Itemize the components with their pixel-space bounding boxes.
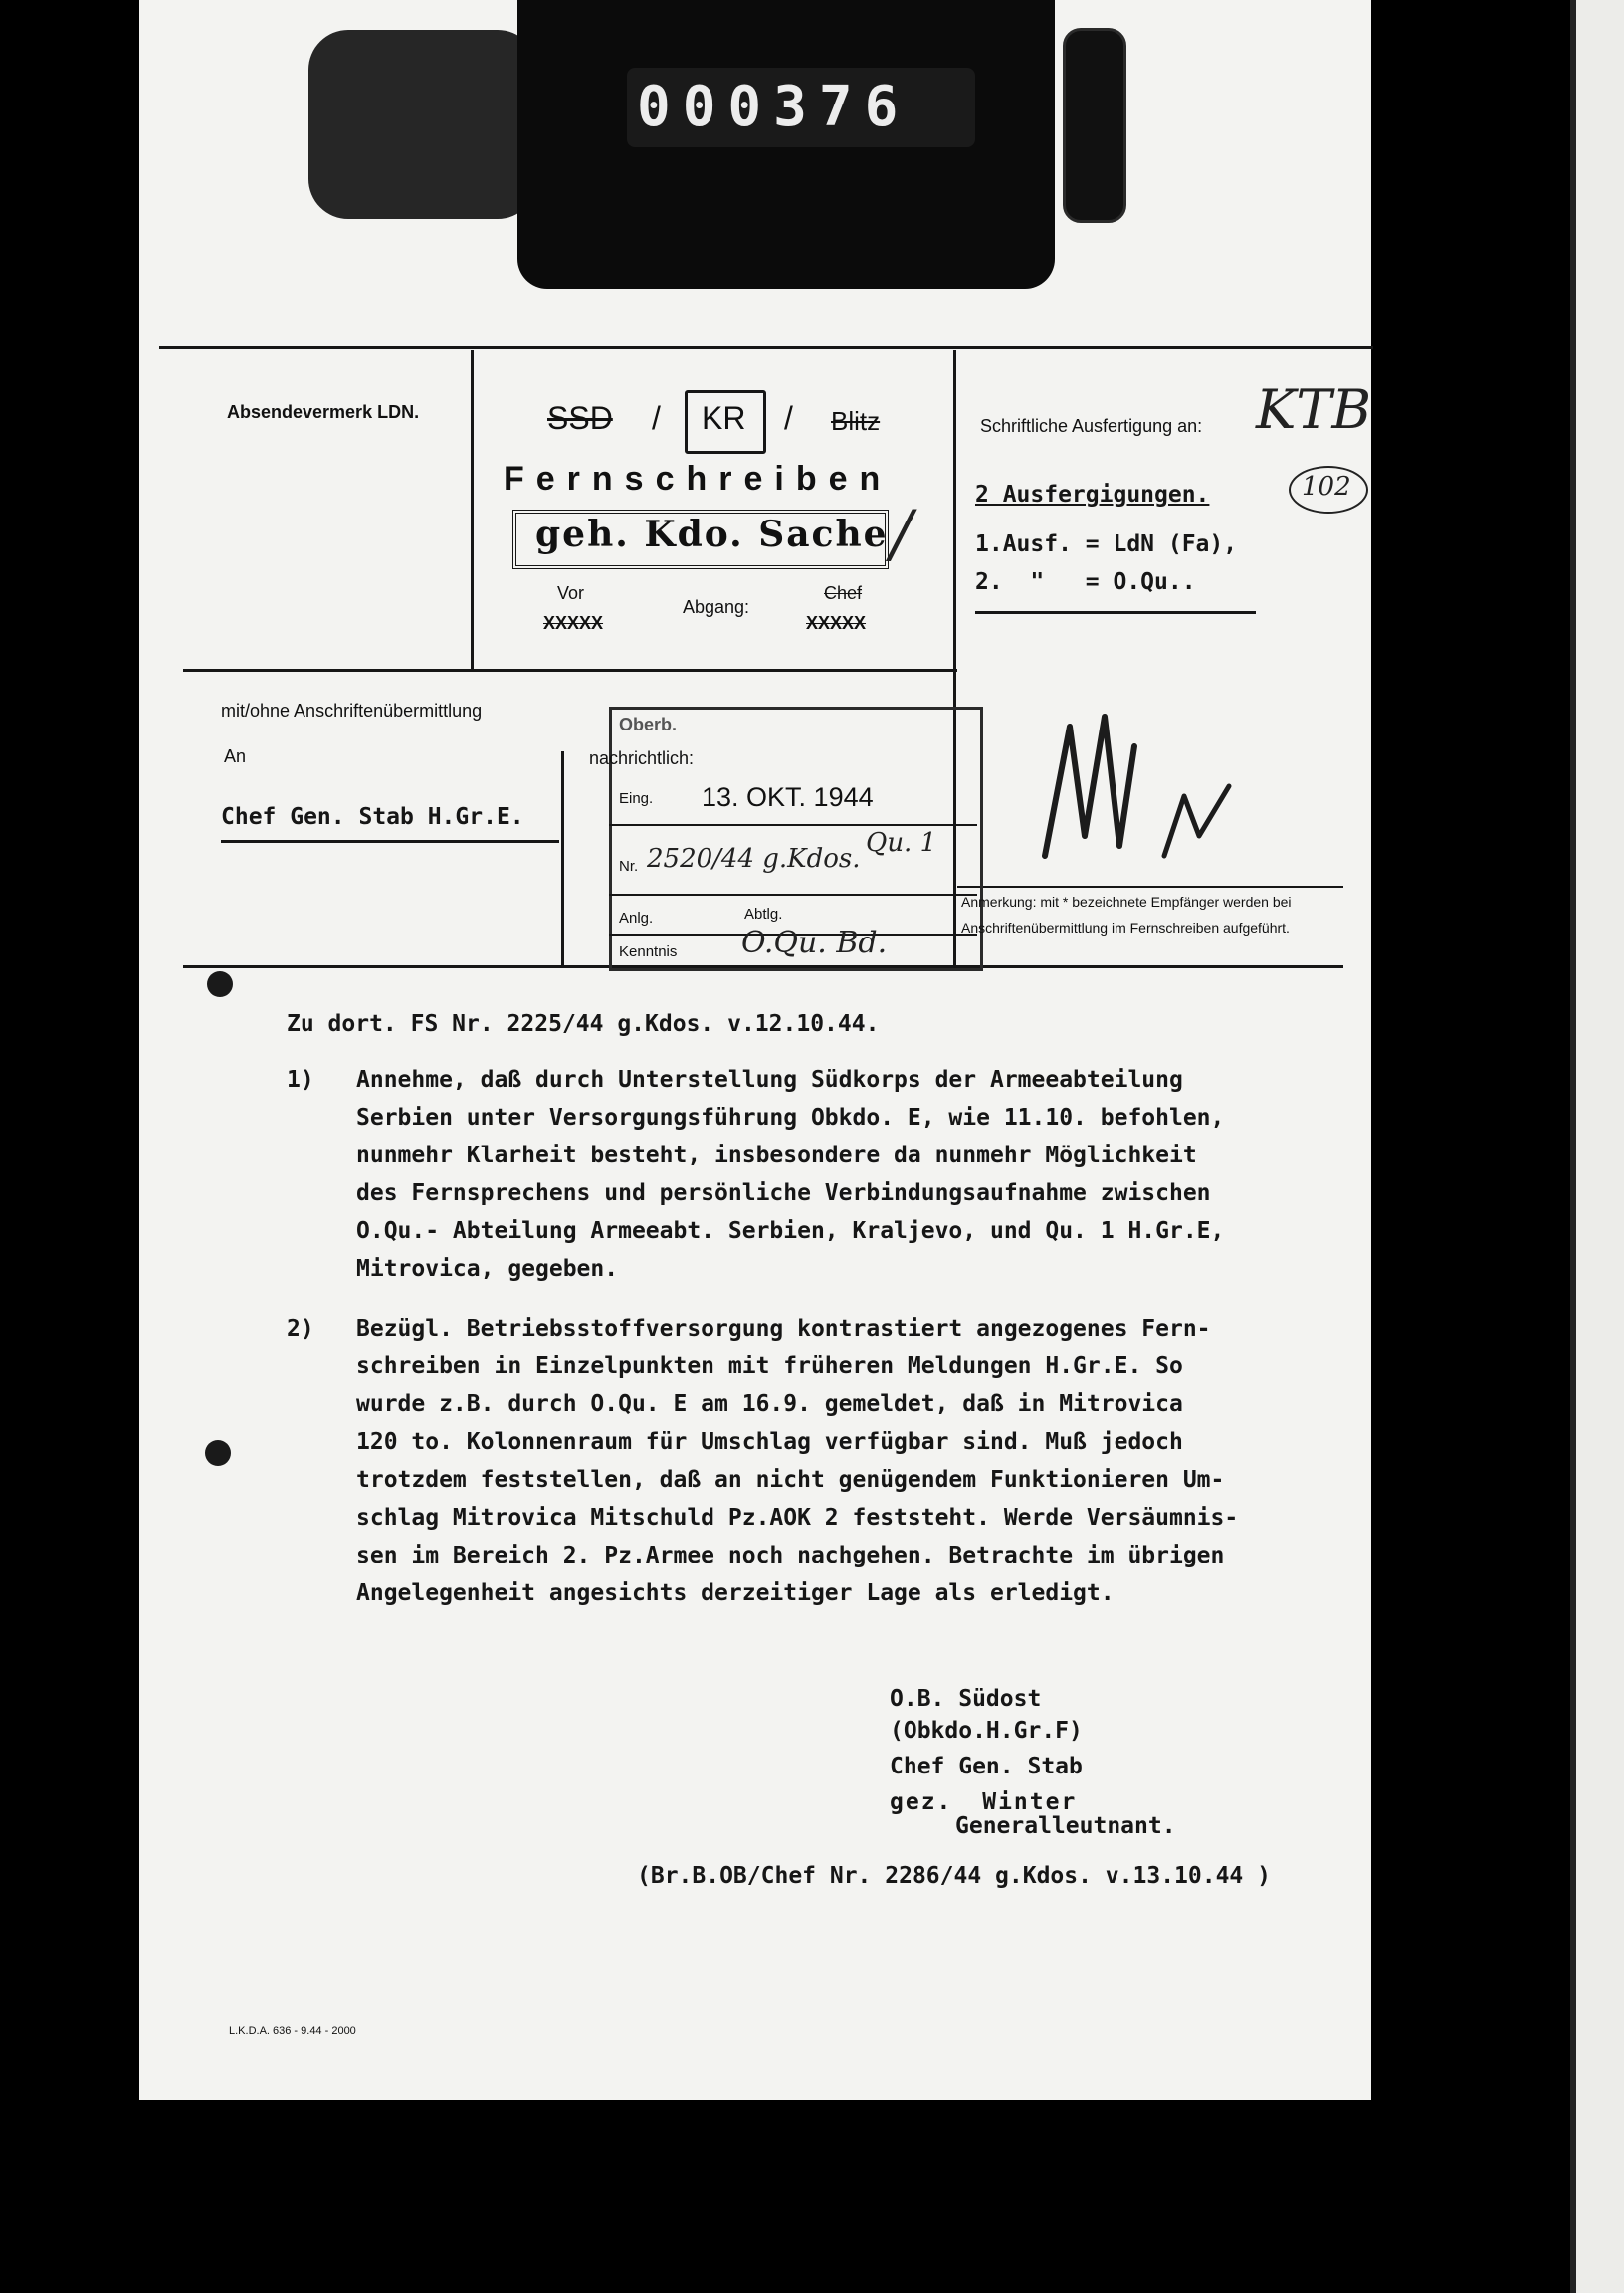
stamp-slash-mark: / xyxy=(891,498,913,571)
mit-ohne-label: mit/ohne Anschriftenübermittlung xyxy=(221,701,483,721)
bottom-shadow xyxy=(119,2100,1413,2293)
handwritten-initials xyxy=(1025,687,1254,886)
signature-line: gez. Winter xyxy=(890,1789,1078,1815)
an-value: Chef Gen. Stab H.Gr.E. xyxy=(221,804,524,830)
recv-stamp-header: Oberb. xyxy=(619,715,678,734)
paragraph-2-number: 2) xyxy=(287,1316,314,1342)
recv-handwritten: O.Qu. Bd. xyxy=(741,926,888,960)
ausfertigung-line-2: 2. " = O.Qu.. xyxy=(975,569,1196,595)
separator-2: / xyxy=(784,400,793,436)
form-title: Fernschreiben xyxy=(504,460,893,498)
recv-line-1 xyxy=(609,824,977,826)
signature-line: Generalleutnant. xyxy=(955,1813,1176,1839)
anmerkung-text-2: Anschriftenübermittlung im Fernschreiben aufgeführt. xyxy=(961,920,1290,936)
paragraph-1-line: Mitrovica, gegeben. xyxy=(356,1256,619,1282)
form-vline-1 xyxy=(471,350,474,669)
paragraph-2-line: trotzdem feststellen, daß an nicht genügendem Funktionieren Um- xyxy=(356,1467,1225,1493)
adjacent-page-edge xyxy=(1570,0,1624,2293)
paragraph-2-line: schlag Mitrovica Mitschuld Pz.AOK 2 feststeht. Werde Versäumnis- xyxy=(356,1505,1239,1531)
counter-knob xyxy=(1063,28,1126,223)
priority-kr: KR xyxy=(702,400,746,436)
absendevermerk-label: Absendevermerk LDN. xyxy=(227,402,420,422)
paragraph-1-line: O.Qu.- Abteilung Armeeabt. Serbien, Kraljevo, und Qu. 1 H.Gr.E, xyxy=(356,1218,1225,1244)
ausfertigung-underline xyxy=(975,611,1256,614)
signature-line: O.B. Südost xyxy=(890,1686,1042,1712)
form-vline-3 xyxy=(561,751,564,965)
separator-1: / xyxy=(652,400,661,436)
paragraph-2-line: 120 to. Kolonnenraum für Umschlag verfügbar sind. Muß jedoch xyxy=(356,1429,1183,1455)
chef-label: Chef xyxy=(824,583,863,603)
counter-digits: 000376 xyxy=(637,75,911,139)
recv-nr-label: Nr. xyxy=(619,858,639,875)
vor-label: Vor xyxy=(557,583,585,603)
recv-anlg-label: Anlg. xyxy=(619,910,654,927)
paragraph-1-line: nunmehr Klarheit besteht, insbesondere da nunmehr Möglichkeit xyxy=(356,1143,1197,1168)
recv-abtlg-label: Abtlg. xyxy=(744,906,783,923)
classification-stamp: geh. Kdo. Sache xyxy=(535,514,889,555)
ktb-handwritten: KTB xyxy=(1256,378,1372,441)
signature-reference: (Br.B.OB/Chef Nr. 2286/44 g.Kdos. v.13.10.44 ) xyxy=(637,1863,1271,1889)
chef-value: XXXXX xyxy=(806,613,867,633)
signature-line: (Obkdo.H.Gr.F) xyxy=(890,1718,1083,1744)
punch-hole-bottom xyxy=(205,1440,231,1466)
page-gap xyxy=(1570,0,1576,2293)
recv-hand-note: Qu. 1 xyxy=(866,828,937,858)
punch-hole-top xyxy=(207,971,233,997)
recv-nr-value: 2520/44 g.Kdos. xyxy=(647,844,861,874)
paragraph-1-line: Annehme, daß durch Unterstellung Südkorps der Armeeabteilung xyxy=(356,1067,1183,1093)
schriftliche-label: Schriftliche Ausfertigung an: xyxy=(980,416,1203,436)
paragraph-2-line: wurde z.B. durch O.Qu. E am 16.9. gemeldet, daß in Mitrovica xyxy=(356,1391,1183,1417)
recv-eing-label: Eing. xyxy=(619,790,654,807)
anmerkung-text: Anmerkung: mit * bezeichnete Empfänger werden bei xyxy=(961,894,1292,910)
ausfertigung-line-1: 1.Ausf. = LdN (Fa), xyxy=(975,531,1238,557)
an-underline xyxy=(221,840,559,843)
recv-kenntnis-label: Kenntnis xyxy=(619,943,678,960)
paragraph-1-number: 1) xyxy=(287,1067,314,1093)
anmerkung-line xyxy=(957,886,1343,888)
document-paper xyxy=(139,0,1371,2100)
form-hline-mid xyxy=(183,669,957,672)
priority-ssd: SSD xyxy=(547,400,613,436)
priority-blitz: Blitz xyxy=(831,406,881,436)
paragraph-2-line: Bezügl. Betriebsstoffversorgung kontrastiert angezogenes Fern- xyxy=(356,1316,1211,1342)
page-note-handwritten: 102 xyxy=(1302,472,1351,502)
paragraph-1-line: Serbien unter Versorgungsführung Obkdo. E, wie 11.10. befohlen, xyxy=(356,1105,1225,1131)
paragraph-2-line: schreiben in Einzelpunkten mit früheren Meldungen H.Gr.E. So xyxy=(356,1354,1183,1379)
paragraph-2-line: Angelegenheit angesichts derzeitiger Lage als erledigt. xyxy=(356,1580,1115,1606)
printer-code: L.K.D.A. 636 - 9.44 - 2000 xyxy=(229,2025,356,2037)
ausfertigungen-count: 2 Ausfergigungen. xyxy=(975,482,1210,508)
reference-line: Zu dort. FS Nr. 2225/44 g.Kdos. v.12.10.44. xyxy=(287,1011,880,1037)
paragraph-1-line: des Fernsprechens und persönliche Verbindungsaufnahme zwischen xyxy=(356,1180,1211,1206)
an-label: An xyxy=(224,746,247,766)
recv-line-2 xyxy=(609,894,977,896)
paragraph-2-line: sen im Bereich 2. Pz.Armee noch nachgehen. Betrachte im übrigen xyxy=(356,1543,1225,1568)
recv-date: 13. OKT. 1944 xyxy=(702,782,874,812)
signature-line: Chef Gen. Stab xyxy=(890,1754,1083,1779)
counter-shadow xyxy=(308,30,537,219)
abgang-label: Abgang: xyxy=(683,597,750,617)
vor-value: XXXXX xyxy=(543,613,604,633)
nachrichtlich-label: nachrichtlich: xyxy=(589,748,695,768)
form-top-line xyxy=(159,346,1373,349)
